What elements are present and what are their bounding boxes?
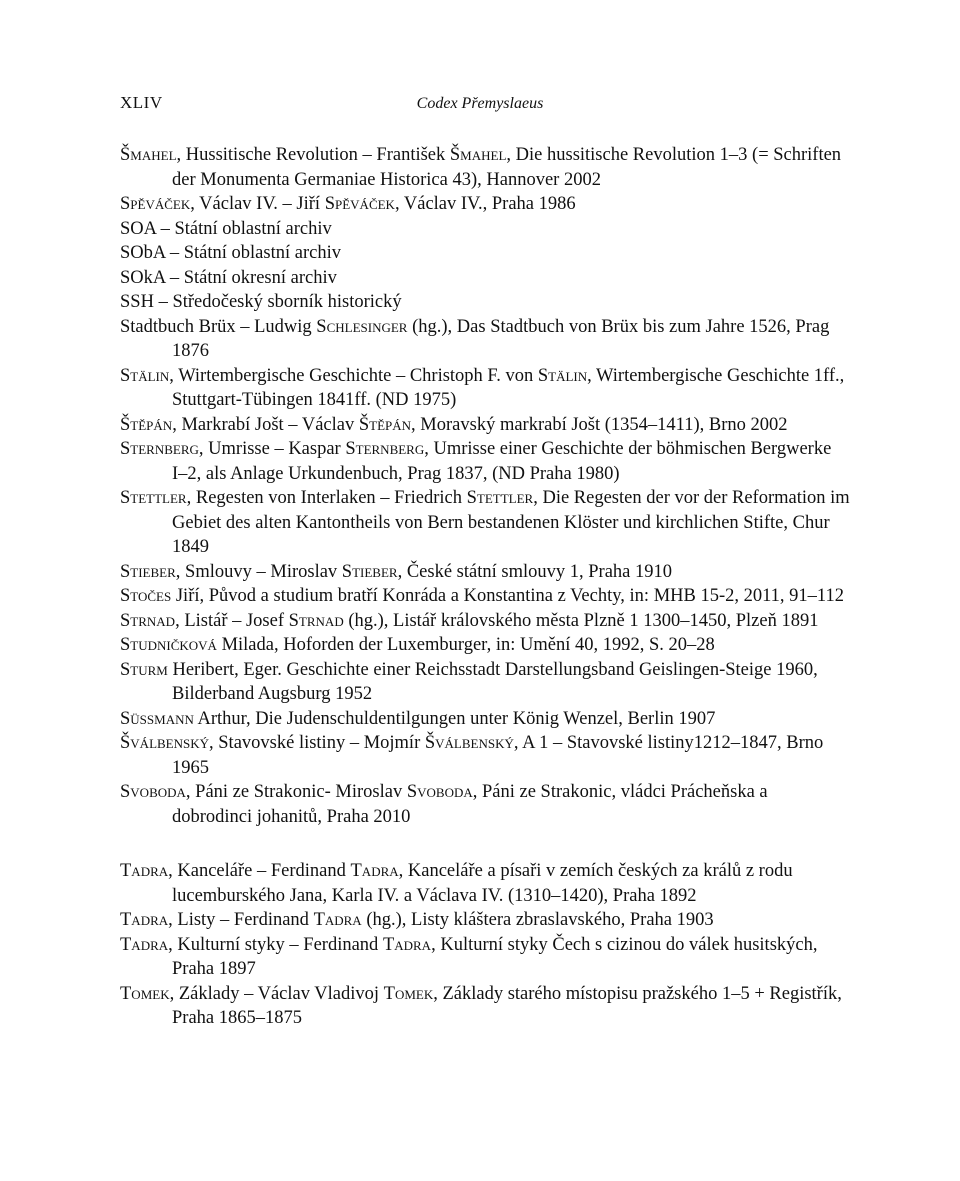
entry-text-cont: , Wirtembergische Geschichte 1ff., Stuttgart-Tübingen 1841ff. (ND 1975)	[172, 365, 845, 410]
entry-author: Stälin	[120, 365, 170, 386]
bibliography-entry	[120, 982, 850, 1031]
entry-author: Spěváček	[120, 194, 191, 214]
entry-text: , Základy – Václav Vladivoj	[169, 983, 384, 1004]
bibliography-entry	[120, 241, 850, 266]
bibliography-entry	[120, 266, 850, 291]
entry-text: , Páni ze Strakonic- Miroslav	[185, 782, 407, 802]
entry-author-name: Tadra	[382, 934, 432, 955]
entry-author: Strnad	[120, 610, 176, 631]
entry-author-name: Šmahel	[449, 145, 507, 165]
entry-author: Šválbenský	[120, 733, 210, 753]
bibliography-entry	[120, 731, 850, 780]
entry-author-name: Stieber	[341, 561, 398, 582]
entry-text-cont: , České státní smlouvy 1, Praha 1910	[397, 561, 672, 582]
entry-author: Tadra	[120, 910, 169, 930]
bibliography-entry	[120, 364, 850, 413]
entry-text-cont: , A 1 – Stavovské listiny1212–1847, Brno 1965	[172, 733, 824, 778]
entry-text: Heribert, Eger. Geschichte einer Reichsstadt Darstellungsband Geislingen-Steige 1960, Bilderband Augsburg 1952	[167, 659, 818, 704]
bibliography-entry	[120, 437, 850, 486]
entry-text: Arthur, Die Judenschuldentilgungen unter König Wenzel, Berlin 1907	[193, 708, 716, 729]
entry-text-cont: , Kulturní styky Čech s cizinou do válek husitských, Praha 1897	[172, 934, 818, 979]
entry-text: , Regesten von Interlaken – Friedrich	[186, 488, 467, 508]
entry-text: , Václav IV. – Jiří	[190, 194, 325, 214]
bibliography-entry	[120, 908, 850, 933]
bibliography-entry	[120, 609, 850, 634]
page-number: XLIV	[120, 93, 163, 112]
entry-text-cont: , Základy starého místopisu pražského 1–5 + Registřík, Praha 1865–1875	[172, 983, 842, 1028]
page-header	[120, 93, 840, 117]
bibliography-entry	[120, 315, 850, 364]
entry-author: Süssmann	[120, 708, 194, 729]
bibliography-entry	[120, 859, 850, 908]
bibliography-entry	[120, 658, 850, 707]
entry-author: Tadra	[120, 861, 169, 881]
section-gap	[120, 829, 850, 859]
entry-author: Tadra	[120, 934, 169, 955]
entry-author: Svoboda	[120, 782, 186, 802]
bibliography-entry	[120, 217, 850, 242]
entry-author-name: Tadra	[313, 910, 362, 930]
entry-text-cont: , Václav IV., Praha 1986	[394, 194, 576, 214]
bibliography-entry	[120, 584, 850, 609]
entry-author-name: Strnad	[288, 610, 344, 631]
entry-text: , Kanceláře – Ferdinand	[168, 861, 351, 881]
bibliography-entry	[120, 633, 850, 658]
bibliography-entry	[120, 560, 850, 585]
entry-author-name: Sternberg	[345, 439, 425, 459]
entry-text: , Wirtembergische Geschichte – Christoph F. von	[169, 365, 538, 386]
entry-text: , Listy – Ferdinand	[168, 910, 314, 930]
entry-text: , Listář – Josef	[175, 610, 289, 631]
entry-text-cont: , Die Regesten der vor der Reformation im Gebiet des alten Kantontheils von Bern bestandenen Klöster und kirchlichen Stifte, Chur 1849	[172, 488, 850, 557]
running-title: Codex Přemyslaeus	[416, 95, 544, 112]
entry-author: Stieber	[120, 561, 176, 582]
entry-text-cont: (hg.), Listy kláštera zbraslavského, Praha 1903	[361, 910, 714, 930]
bibliography-entry	[120, 933, 850, 982]
entry-author-name: Stälin	[537, 365, 588, 386]
entry-text: , Hussitische Revolution – František	[176, 145, 450, 165]
entry-text-cont: (hg.), Das Stadtbuch von Brüx bis zum Jahre 1526, Prag 1876	[172, 316, 830, 361]
entry-text-cont: , Páni ze Strakonic, vládci Prácheňska a dobrodinci johanitů, Praha 2010	[172, 782, 768, 827]
entry-author-name: Šválbenský	[424, 733, 514, 753]
entry-text-cont: , Die hussitische Revolution 1–3 (= Schriften der Monumenta Germaniae Historica 43), Hannover 2002	[172, 145, 842, 190]
bibliography-entry	[120, 192, 850, 217]
entry-text: , Kulturní styky – Ferdinand	[168, 934, 383, 955]
entry-author-name: Tomek	[383, 983, 434, 1004]
entry-author: Tomek	[120, 983, 170, 1004]
entry-author: Sturm	[120, 659, 168, 680]
entry-author-name: Spěváček	[324, 194, 395, 214]
entry-author-name: Tadra	[350, 861, 399, 881]
entry-text-cont: , Umrisse einer Geschichte der böhmischen Bergwerke I–2, als Anlage Urkundenbuch, Prag 1837, (ND Praha 1980)	[172, 439, 832, 484]
entry-author-name: Svoboda	[406, 782, 473, 802]
entry-text: SSH – Středočeský sborník historický	[120, 292, 402, 312]
bibliography-entry	[120, 143, 850, 192]
entry-text: , Smlouvy – Miroslav	[175, 561, 342, 582]
entry-text-cont: (hg.), Listář královského města Plzně 1 1300–1450, Plzeň 1891	[343, 610, 819, 631]
bibliography-section-t	[120, 859, 850, 1031]
entry-text: SOA – Státní oblastní archiv	[120, 218, 332, 239]
entry-text: Milada, Hoforden der Luxemburger, in: Umění 40, 1992, S. 20–28	[216, 635, 715, 655]
entry-text: Jiří, Původ a studium bratří Konráda a Konstantina z Vechty, in: MHB 15-2, 2011, 91–112	[171, 586, 845, 606]
entry-author: Stettler	[120, 488, 187, 508]
entry-text: SObA – Státní oblastní archiv	[120, 243, 341, 263]
entry-text: , Markrabí Jošt – Václav	[172, 414, 359, 435]
bibliography-entry	[120, 780, 850, 829]
bibliography-list	[120, 143, 850, 1031]
bibliography-section-s	[120, 143, 850, 829]
bibliography-entry	[120, 707, 850, 732]
entry-author-name: Štěpán	[358, 414, 412, 435]
entry-author: Šmahel	[120, 145, 177, 165]
bibliography-entry	[120, 290, 850, 315]
bibliography-entry	[120, 413, 850, 438]
entry-text: SOkA – Státní okresní archiv	[120, 267, 337, 288]
entry-author: Štěpán	[120, 414, 173, 435]
entry-author: Sternberg	[120, 439, 199, 459]
entry-text-cont: , Moravský markrabí Jošt (1354–1411), Brno 2002	[411, 414, 788, 435]
entry-author-name: Schlesinger	[316, 316, 408, 337]
entry-author-name: Stettler	[466, 488, 534, 508]
bibliography-entry	[120, 486, 850, 560]
entry-text: , Stavovské listiny – Mojmír	[209, 733, 425, 753]
entry-author: Stočes	[120, 586, 172, 606]
entry-text: Stadtbuch Brüx – Ludwig	[120, 316, 317, 337]
entry-text-cont: , Kanceláře a písaři v zemích českých za králů z rodu lucemburského Jana, Karla IV. a Václava IV. (1310–1420), Praha 1892	[172, 861, 793, 906]
entry-text: , Umrisse – Kaspar	[198, 439, 346, 459]
entry-author: Studničková	[120, 635, 217, 655]
